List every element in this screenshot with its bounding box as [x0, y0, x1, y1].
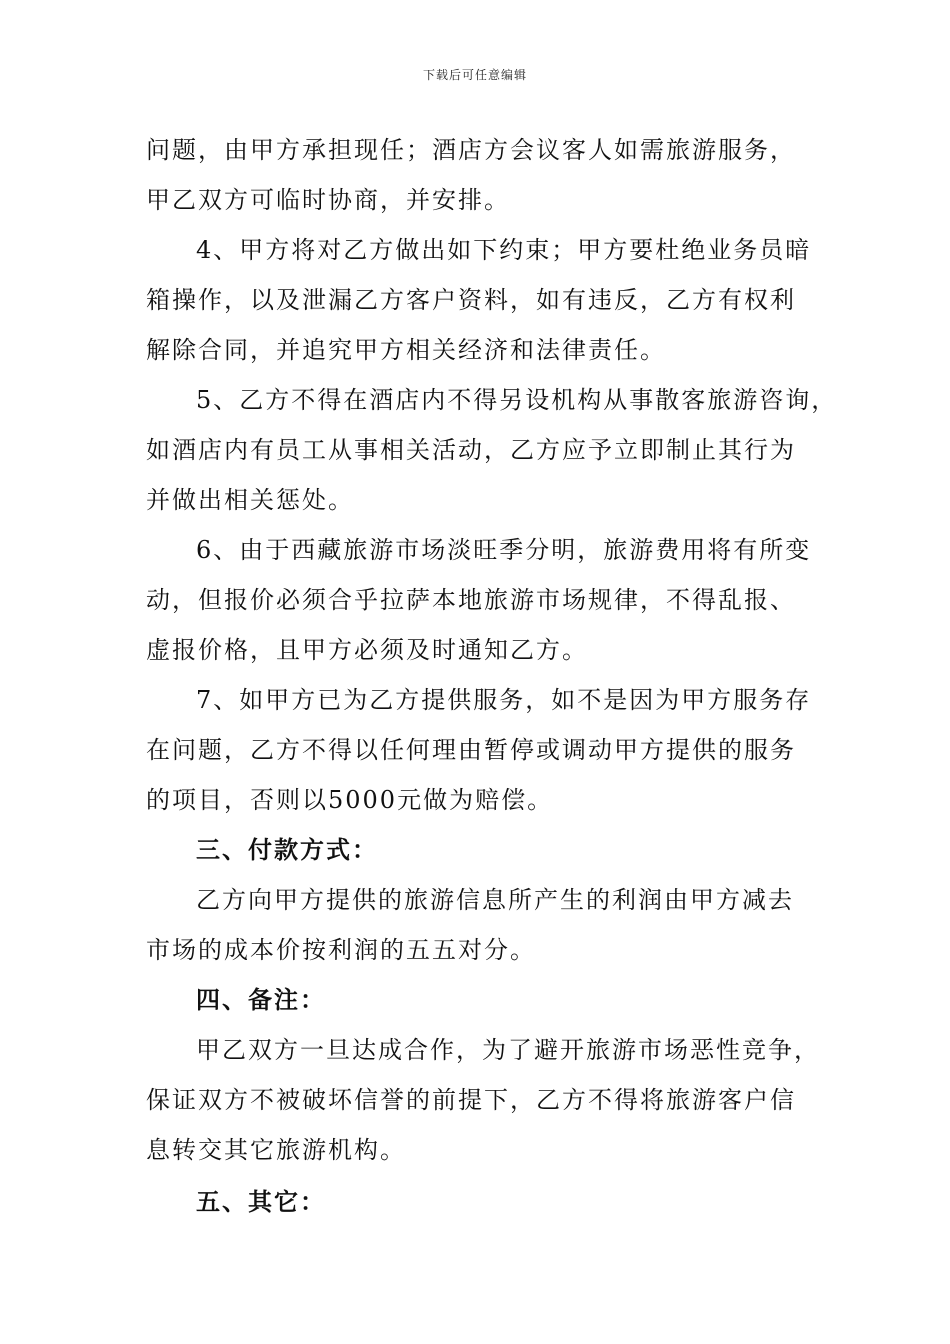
text-line: 甲乙双方可临时协商，并安排。 [146, 186, 510, 214]
section-heading-payment: 三、付款方式： [196, 835, 378, 864]
clause-5-line: 5、乙方不得在酒店内不得另设机构从事散客旅游咨询， [196, 386, 838, 414]
page-header-note: 下载后可任意编辑 [422, 68, 527, 82]
text-line: 在问题，乙方不得以任何理由暂停或调动甲方提供的服务 [146, 736, 796, 764]
remarks-text-line: 甲乙双方一旦达成合作，为了避开旅游市场恶性竞争， [196, 1036, 820, 1064]
clause-7-line: 7、如甲方已为乙方提供服务，如不是因为甲方服务存 [196, 686, 812, 714]
text-line: 保证双方不被破坏信誉的前提下，乙方不得将旅游客户信 [146, 1086, 796, 1114]
text-line: 并做出相关惩处。 [146, 486, 354, 514]
text-line: 虚报价格，且甲方必须及时通知乙方。 [146, 636, 588, 664]
text-line: 问题，由甲方承担现任；酒店方会议客人如需旅游服务， [146, 136, 796, 164]
text-line: 箱操作，以及泄漏乙方客户资料，如有违反，乙方有权利 [146, 286, 796, 314]
text-line: 市场的成本价按利润的五五对分。 [146, 936, 536, 964]
payment-text-line: 乙方向甲方提供的旅游信息所产生的利润由甲方减去 [196, 886, 794, 914]
clause-4-line: 4、甲方将对乙方做出如下约束；甲方要杜绝业务员暗 [196, 236, 812, 264]
section-heading-other: 五、其它： [196, 1187, 326, 1216]
document-body [146, 125, 836, 1227]
text-line: 如酒店内有员工从事相关活动，乙方应予立即制止其行为 [146, 436, 796, 464]
text-line: 的项目，否则以5000元做为赔偿。 [146, 786, 554, 814]
text-line: 解除合同，并追究甲方相关经济和法律责任。 [146, 336, 666, 364]
text-line: 息转交其它旅游机构。 [146, 1136, 406, 1164]
section-heading-remarks: 四、备注： [196, 985, 326, 1014]
clause-6-line: 6、由于西藏旅游市场淡旺季分明，旅游费用将有所变 [196, 536, 812, 564]
text-line: 动，但报价必须合乎拉萨本地旅游市场规律，不得乱报、 [146, 586, 796, 614]
